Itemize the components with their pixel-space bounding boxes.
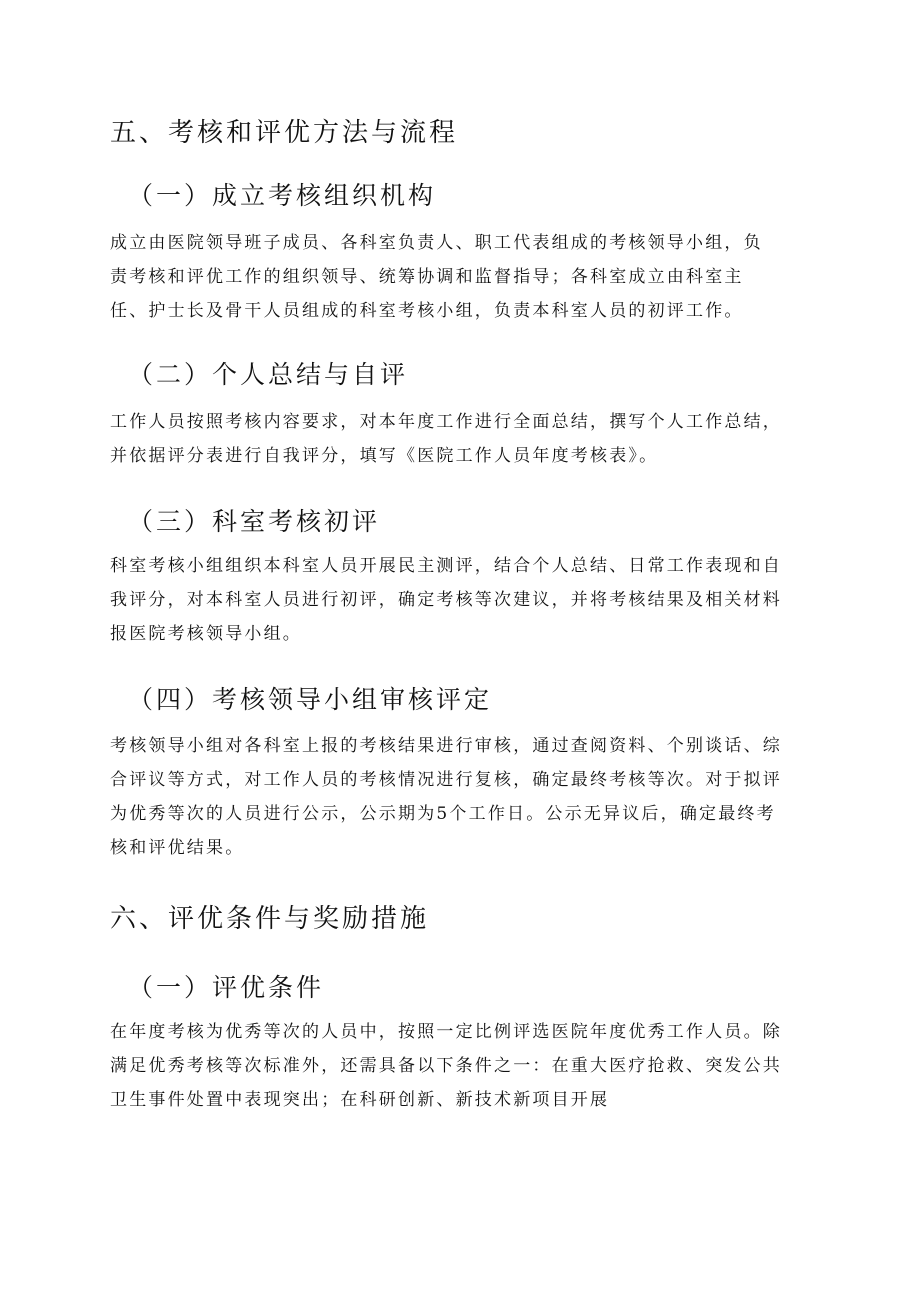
paragraph-line: 考核领导小组对各科室上报的考核结果进行审核，通过查阅资料、个别谈话、综: [110, 736, 782, 756]
paragraph-line: 核和评优结果。: [110, 838, 245, 858]
section-5-2-heading: （二）个人总结与自评: [128, 360, 409, 389]
section-5-3-paragraph: [110, 549, 820, 651]
section-5-1-paragraph: [110, 226, 820, 328]
paragraph-line: 任、护士长及骨干人员组成的科室考核小组，负责本科室人员的初评工作。: [110, 301, 744, 321]
paragraph-line: 工作人员按照考核内容要求，对本年度工作进行全面总结，撰写个人工作总结，: [110, 412, 782, 432]
section-5-3-heading: （三）科室考核初评: [128, 507, 381, 536]
paragraph-line: 在年度考核为优秀等次的人员中，按照一定比例评选医院年度优秀工作人员。除: [110, 1022, 782, 1042]
section-5-4-paragraph: [110, 729, 820, 865]
paragraph-line: 并依据评分表进行自我评分，填写《医院工作人员年度考核表》。: [110, 446, 659, 466]
section-5-2-paragraph: [110, 405, 820, 473]
paragraph-line: 合评议等方式，对工作人员的考核情况进行复核，确定最终考核等次。对于拟评: [110, 770, 782, 790]
paragraph-line: 为优秀等次的人员进行公示，公示期为5个工作日。公示无异议后，确定最终考: [110, 804, 776, 824]
paragraph-line: 满足优秀考核等次标准外，还需具备以下条件之一：在重大医疗抢救、突发公共: [110, 1056, 782, 1076]
paragraph-line: 卫生事件处置中表现突出；在科研创新、新技术新项目开展: [110, 1090, 610, 1110]
section-5-1-heading: （一）成立考核组织机构: [128, 181, 437, 210]
paragraph-line: 成立由医院领导班子成员、各科室负责人、职工代表组成的考核领导小组，负: [110, 233, 763, 253]
section-5-heading: 五、考核和评优方法与流程: [110, 118, 459, 148]
paragraph-line: 责考核和评优工作的组织领导、统筹协调和监督指导；各科室成立由科室主: [110, 267, 744, 287]
section-5-4-heading: （四）考核领导小组审核评定: [128, 685, 493, 714]
section-6-1-paragraph: [110, 1015, 820, 1117]
paragraph-line: 报医院考核领导小组。: [110, 624, 302, 644]
paragraph-line: 科室考核小组组织本科室人员开展民主测评，结合个人总结、日常工作表现和自: [110, 556, 782, 576]
section-6-heading: 六、评优条件与奖励措施: [110, 904, 430, 934]
paragraph-line: 我评分，对本科室人员进行初评，确定考核等次建议，并将考核结果及相关材料: [110, 590, 782, 610]
section-6-1-heading: （一）评优条件: [128, 973, 325, 1002]
